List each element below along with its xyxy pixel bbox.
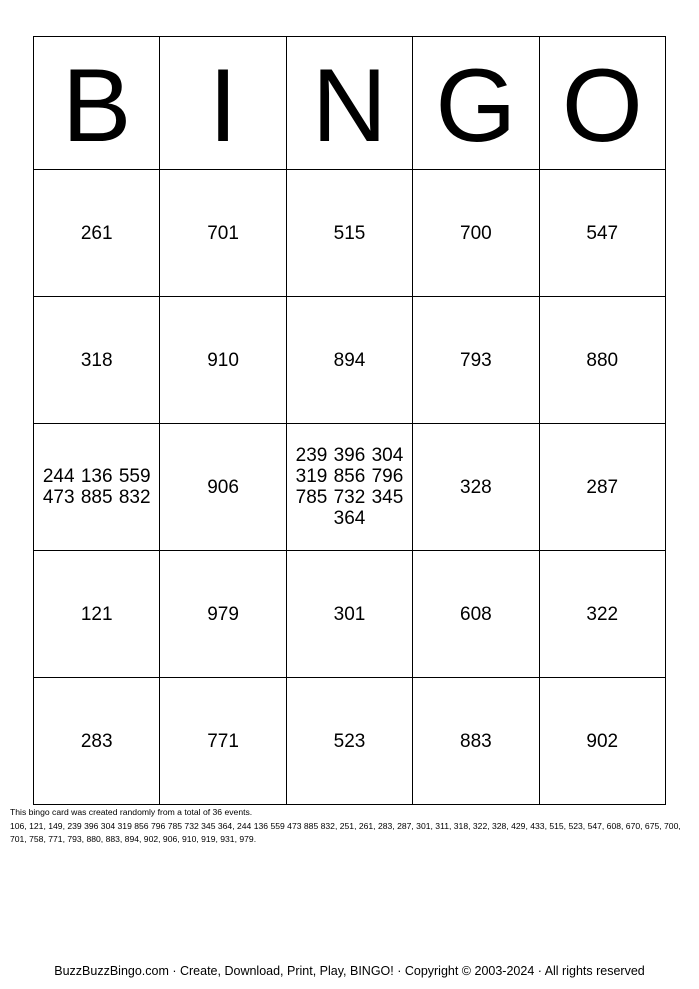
header-letter-i: I: [160, 37, 286, 170]
card-row: [34, 551, 666, 678]
card-cell: 322: [539, 551, 665, 678]
card-cell: 301: [286, 551, 412, 678]
card-cell: 979: [160, 551, 286, 678]
header-letter-g: G: [413, 37, 539, 170]
card-row: [34, 678, 666, 805]
card-cell: 910: [160, 297, 286, 424]
card-info-summary: This bingo card was created randomly from a total of 36 events.: [10, 807, 253, 817]
card-cell: 883: [413, 678, 539, 805]
header-letter-o: O: [539, 37, 665, 170]
card-cell: 906: [160, 424, 286, 551]
card-row: [34, 297, 666, 424]
card-cell: 771: [160, 678, 286, 805]
card-cell: 121: [34, 551, 160, 678]
card-row: [34, 424, 666, 551]
card-cell: 880: [539, 297, 665, 424]
card-cell: 523: [286, 678, 412, 805]
card-cell: 547: [539, 170, 665, 297]
site-footer: BuzzBuzzBingo.com · Create, Download, Print, Play, BINGO! · Copyright © 2003-2024 · All rights reserved: [54, 964, 645, 978]
card-row: [34, 170, 666, 297]
card-info-event-list: 106, 121, 149, 239 396 304 319 856 796 785 732 345 364, 244 136 559 473 885 832, 251, 261, 283, 287, 301, 311, 318, 322, 328, 429, 433, 515, 523, 547, 608, 670, 675, 700, 701, 758, 771, 793, 880, 883, 894, 902, 906, 910, 919, 931, 979.: [10, 820, 681, 844]
card-cell: 894: [286, 297, 412, 424]
card-cell: 700: [413, 170, 539, 297]
card-cell: 283: [34, 678, 160, 805]
card-cell: 261: [34, 170, 160, 297]
card-info: [10, 806, 692, 847]
card-cell: 318: [34, 297, 160, 424]
card-cell: 793: [413, 297, 539, 424]
bingo-card: [33, 36, 666, 805]
card-cell: 239 396 304 319 856 796 785 732 345 364: [286, 424, 412, 551]
card-cell: 287: [539, 424, 665, 551]
header-row: [34, 37, 666, 170]
header-letter-n: N: [286, 37, 412, 170]
card-cell: 701: [160, 170, 286, 297]
header-letter-b: B: [34, 37, 160, 170]
card-cell: 328: [413, 424, 539, 551]
card-cell: 608: [413, 551, 539, 678]
card-cell: 902: [539, 678, 665, 805]
card-cell: 515: [286, 170, 412, 297]
card-cell: 244 136 559 473 885 832: [34, 424, 160, 551]
